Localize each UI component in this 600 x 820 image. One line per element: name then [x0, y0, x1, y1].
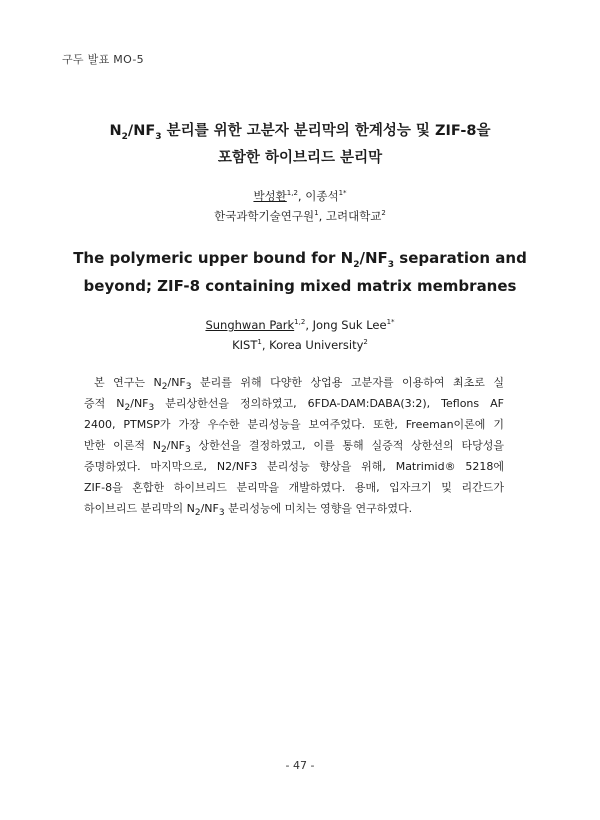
- title-korean-line1: $N_2/NF_3$ 분리를 위한 고분자 분리막의 한계성능 및 ZIF-8을: [109, 123, 491, 142]
- title-english-line1: The polymeric upper bound for $N_2/NF_3$ separation and: [73, 249, 527, 270]
- title-english: [0, 244, 600, 300]
- presenting-author-korean: 박성환: [253, 189, 287, 203]
- authors-english: [0, 315, 600, 355]
- affiliations-korean: 한국과학기술연구원$^1$, 고려대학교$^2$: [214, 209, 386, 223]
- page-number: - 47 -: [285, 759, 315, 772]
- abstract-line: 본 연구는 $N_2/NF_3$ 분리를 위해 다양한 상업용 고분자를 이용하여 최초로 실: [94, 376, 504, 393]
- abstract-body: [84, 372, 504, 519]
- abstract-line: 반한 이론적 $N_2/NF_3$ 상한선을 결정하였고, 이를 통해 실증적 상한선의 타당성을: [84, 439, 504, 456]
- abstract-line: 2400, PTMSP가 가장 우수한 분리성능을 보여주었다. 또한, Freeman이론에 기: [84, 418, 504, 431]
- abstract-line: 하이브리드 분리막의 $N_2/NF_3$ 분리성능에 미치는 영향을 연구하였다.: [84, 502, 413, 519]
- title-korean: [0, 118, 600, 172]
- presenting-author-english: Sunghwan Park: [205, 318, 295, 332]
- affiliations-english: KIST$^1$, Korea University$^2$: [232, 338, 368, 352]
- author-names-english: Sunghwan Park$^{1,2}$, Jong Suk Lee$^{1*}$: [205, 318, 395, 332]
- title-korean-line2: 포함한 하이브리드 분리막: [217, 150, 383, 166]
- abstract-line: 증적 $N_2/NF_3$ 분리상한선을 정의하였고, 6FDA-DAM:DABA(3:2), Teflons AF: [84, 397, 504, 414]
- corresponding-author-english: Jong Suk Lee: [312, 318, 387, 332]
- title-english-line2: beyond; ZIF-8 containing mixed matrix membranes: [83, 277, 517, 295]
- abstract-line: 증명하였다. 마지막으로, N2/NF3 분리성능 향상을 위해, Matrimid® 5218에: [84, 460, 504, 473]
- authors-korean: [0, 186, 600, 226]
- session-label: 구두 발표 MO-5: [62, 53, 144, 66]
- abstract-line: ZIF-8을 혼합한 하이브리드 분리막을 개발하였다. 용매, 입자크기 및 리간드가: [84, 481, 504, 494]
- author-names-korean: 박성환$^{1,2}$, 이종석$^{1*}$: [253, 189, 347, 203]
- corresponding-author-korean: 이종석: [305, 189, 339, 203]
